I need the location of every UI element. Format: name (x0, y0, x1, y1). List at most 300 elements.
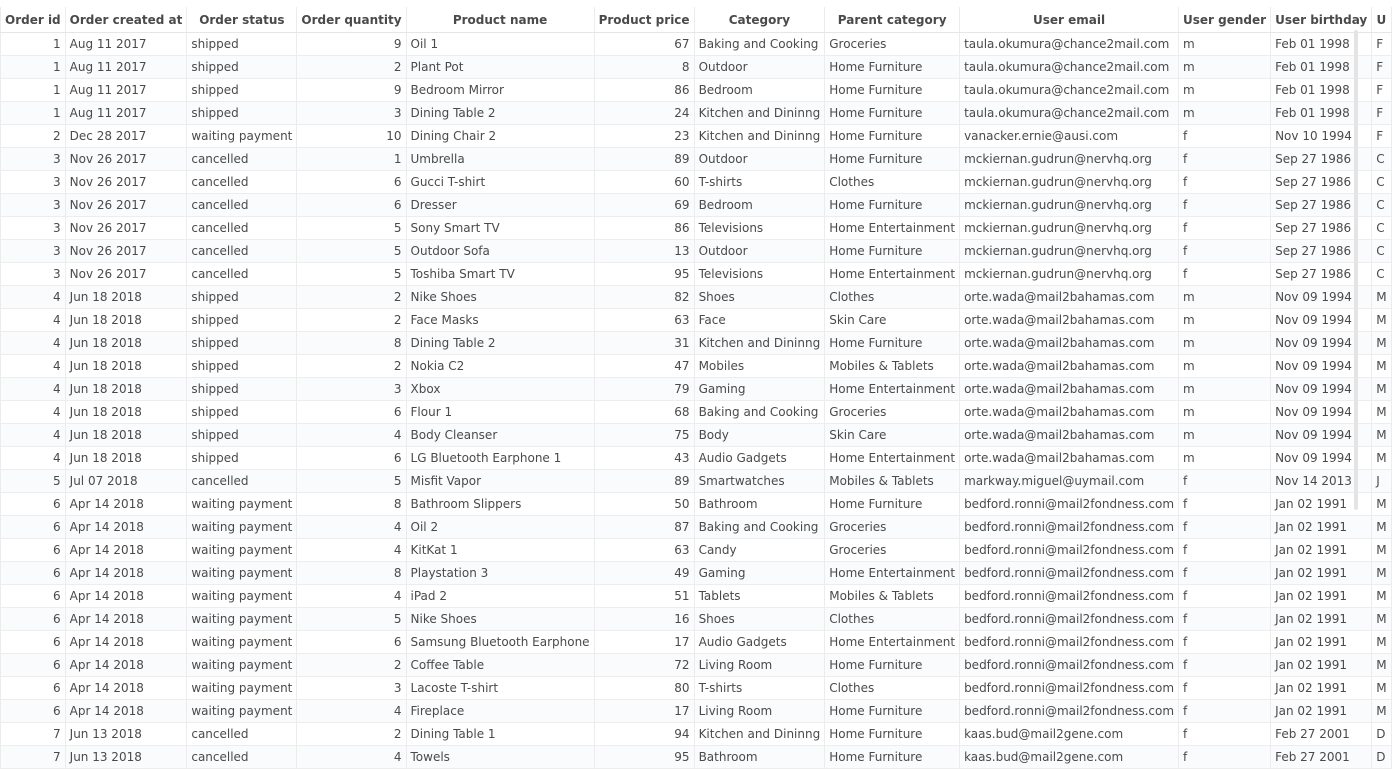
table-row[interactable] (0, 585, 1391, 608)
cell-price: 24 (594, 102, 694, 125)
cell-gender: f (1179, 723, 1271, 746)
cell-product: Face Masks (406, 309, 594, 332)
cell-extra: M (1372, 700, 1391, 723)
cell-status: shipped (187, 286, 297, 309)
table-row[interactable] (0, 700, 1391, 723)
cell-quantity: 4 (297, 424, 406, 447)
table-row[interactable] (0, 677, 1391, 700)
cell-category: Face (694, 309, 825, 332)
cell-gender: f (1179, 171, 1271, 194)
cell-gender: m (1179, 424, 1271, 447)
cell-parent: Groceries (825, 539, 960, 562)
cell-category: Bathroom (694, 493, 825, 516)
cell-quantity: 1 (297, 148, 406, 171)
cell-birthday: Jan 02 1991 (1271, 493, 1372, 516)
cell-gender: m (1179, 79, 1271, 102)
cell-extra: F (1372, 33, 1391, 56)
cell-birthday: Feb 27 2001 (1271, 723, 1372, 746)
cell-status: shipped (187, 332, 297, 355)
cell-created-at: Apr 14 2018 (65, 562, 187, 585)
column-header-parent[interactable]: Parent category (825, 7, 960, 33)
cell-extra: M (1372, 309, 1391, 332)
column-header-extra[interactable]: U (1372, 7, 1391, 33)
cell-gender: f (1179, 677, 1271, 700)
cell-birthday: Sep 27 1986 (1271, 263, 1372, 286)
cell-created-at: Aug 11 2017 (65, 102, 187, 125)
cell-gender: f (1179, 631, 1271, 654)
cell-order-id: 4 (1, 424, 66, 447)
cell-birthday: Feb 01 1998 (1271, 56, 1372, 79)
cell-email: orte.wada@mail2bahamas.com (960, 424, 1179, 447)
cell-gender: f (1179, 746, 1271, 769)
cell-order-id: 6 (1, 608, 66, 631)
cell-category: T-shirts (694, 171, 825, 194)
cell-product: Dining Chair 2 (406, 125, 594, 148)
cell-price: 95 (594, 263, 694, 286)
cell-extra: M (1372, 447, 1391, 470)
cell-birthday: Jan 02 1991 (1271, 608, 1372, 631)
cell-parent: Home Furniture (825, 102, 960, 125)
cell-parent: Clothes (825, 677, 960, 700)
cell-category: Shoes (694, 608, 825, 631)
cell-product: Lacoste T-shirt (406, 677, 594, 700)
cell-quantity: 8 (297, 493, 406, 516)
cell-extra: M (1372, 654, 1391, 677)
cell-status: shipped (187, 447, 297, 470)
cell-product: Misfit Vapor (406, 470, 594, 493)
cell-status: cancelled (187, 746, 297, 769)
cell-birthday: Feb 27 2001 (1271, 746, 1372, 769)
cell-price: 51 (594, 585, 694, 608)
cell-email: bedford.ronni@mail2fondness.com (960, 608, 1179, 631)
cell-gender: m (1179, 56, 1271, 79)
cell-email: orte.wada@mail2bahamas.com (960, 447, 1179, 470)
cell-extra: M (1372, 332, 1391, 355)
cell-extra: M (1372, 424, 1391, 447)
cell-order-id: 6 (1, 539, 66, 562)
cell-price: 63 (594, 309, 694, 332)
cell-status: cancelled (187, 470, 297, 493)
cell-status: waiting payment (187, 677, 297, 700)
cell-status: shipped (187, 355, 297, 378)
cell-quantity: 3 (297, 677, 406, 700)
cell-quantity: 5 (297, 470, 406, 493)
table-row[interactable] (0, 470, 1391, 493)
cell-extra: D (1372, 746, 1391, 769)
cell-gender: f (1179, 493, 1271, 516)
column-header-created-at[interactable]: Order created at (65, 7, 187, 33)
table-row[interactable] (0, 332, 1391, 355)
cell-parent: Home Entertainment (825, 447, 960, 470)
cell-email: vanacker.ernie@ausi.com (960, 125, 1179, 148)
cell-parent: Home Furniture (825, 723, 960, 746)
cell-parent: Home Furniture (825, 194, 960, 217)
cell-product: Gucci T-shirt (406, 171, 594, 194)
cell-created-at: Jun 18 2018 (65, 401, 187, 424)
cell-price: 82 (594, 286, 694, 309)
cell-email: mckiernan.gudrun@nervhq.org (960, 148, 1179, 171)
cell-parent: Home Furniture (825, 493, 960, 516)
cell-created-at: Nov 26 2017 (65, 194, 187, 217)
cell-quantity: 5 (297, 217, 406, 240)
cell-product: Umbrella (406, 148, 594, 171)
cell-extra: M (1372, 631, 1391, 654)
cell-product: Nike Shoes (406, 608, 594, 631)
cell-product: Towels (406, 746, 594, 769)
cell-email: mckiernan.gudrun@nervhq.org (960, 171, 1179, 194)
cell-gender: m (1179, 286, 1271, 309)
cell-status: waiting payment (187, 516, 297, 539)
cell-status: shipped (187, 79, 297, 102)
cell-status: waiting payment (187, 700, 297, 723)
cell-email: orte.wada@mail2bahamas.com (960, 286, 1179, 309)
cell-created-at: Jun 13 2018 (65, 746, 187, 769)
cell-category: Mobiles (694, 355, 825, 378)
cell-parent: Home Furniture (825, 56, 960, 79)
cell-birthday: Jan 02 1991 (1271, 654, 1372, 677)
cell-order-id: 5 (1, 470, 66, 493)
cell-created-at: Apr 14 2018 (65, 700, 187, 723)
cell-email: kaas.bud@mail2gene.com (960, 723, 1179, 746)
cell-gender: m (1179, 309, 1271, 332)
cell-order-id: 1 (1, 56, 66, 79)
cell-category: Baking and Cooking (694, 516, 825, 539)
cell-category: Kitchen and Dininng (694, 125, 825, 148)
table-row[interactable] (0, 309, 1391, 332)
table-row[interactable] (0, 654, 1391, 677)
cell-price: 50 (594, 493, 694, 516)
cell-product: Xbox (406, 378, 594, 401)
cell-product: Oil 2 (406, 516, 594, 539)
cell-birthday: Jan 02 1991 (1271, 677, 1372, 700)
cell-created-at: Jun 18 2018 (65, 447, 187, 470)
cell-order-id: 1 (1, 33, 66, 56)
cell-order-id: 4 (1, 309, 66, 332)
cell-status: shipped (187, 56, 297, 79)
cell-created-at: Apr 14 2018 (65, 677, 187, 700)
table-row[interactable] (0, 217, 1391, 240)
table-row[interactable] (0, 240, 1391, 263)
cell-birthday: Jan 02 1991 (1271, 562, 1372, 585)
cell-price: 49 (594, 562, 694, 585)
cell-category: T-shirts (694, 677, 825, 700)
cell-parent: Home Furniture (825, 700, 960, 723)
cell-gender: f (1179, 470, 1271, 493)
cell-status: waiting payment (187, 608, 297, 631)
column-header-birthday[interactable]: User birthday (1271, 7, 1372, 33)
cell-category: Candy (694, 539, 825, 562)
cell-order-id: 4 (1, 447, 66, 470)
column-header-product[interactable]: Product name (406, 7, 594, 33)
column-header-price[interactable]: Product price (594, 7, 694, 33)
cell-status: waiting payment (187, 562, 297, 585)
cell-price: 47 (594, 355, 694, 378)
cell-extra: C (1372, 217, 1391, 240)
table-row[interactable] (0, 631, 1391, 654)
table-row[interactable] (0, 148, 1391, 171)
cell-parent: Home Furniture (825, 240, 960, 263)
cell-order-id: 1 (1, 102, 66, 125)
cell-order-id: 1 (1, 79, 66, 102)
cell-extra: M (1372, 516, 1391, 539)
cell-category: Baking and Cooking (694, 401, 825, 424)
cell-quantity: 2 (297, 309, 406, 332)
cell-order-id: 3 (1, 171, 66, 194)
cell-email: bedford.ronni@mail2fondness.com (960, 585, 1179, 608)
cell-email: orte.wada@mail2bahamas.com (960, 378, 1179, 401)
cell-extra: M (1372, 562, 1391, 585)
cell-order-id: 3 (1, 240, 66, 263)
cell-birthday: Nov 09 1994 (1271, 447, 1372, 470)
cell-extra: M (1372, 378, 1391, 401)
cell-birthday: Feb 01 1998 (1271, 79, 1372, 102)
cell-status: cancelled (187, 723, 297, 746)
cell-product: iPad 2 (406, 585, 594, 608)
cell-price: 95 (594, 746, 694, 769)
cell-extra: F (1372, 56, 1391, 79)
cell-status: cancelled (187, 171, 297, 194)
cell-category: Tablets (694, 585, 825, 608)
cell-status: waiting payment (187, 539, 297, 562)
cell-birthday: Sep 27 1986 (1271, 217, 1372, 240)
cell-price: 89 (594, 470, 694, 493)
cell-birthday: Sep 27 1986 (1271, 240, 1372, 263)
cell-gender: f (1179, 654, 1271, 677)
cell-created-at: Jun 18 2018 (65, 309, 187, 332)
table-row[interactable] (0, 746, 1391, 769)
table-row[interactable] (0, 516, 1391, 539)
cell-extra: M (1372, 355, 1391, 378)
cell-order-id: 3 (1, 217, 66, 240)
cell-birthday: Jan 02 1991 (1271, 700, 1372, 723)
cell-price: 16 (594, 608, 694, 631)
cell-extra: F (1372, 79, 1391, 102)
cell-parent: Mobiles & Tablets (825, 470, 960, 493)
cell-status: shipped (187, 33, 297, 56)
cell-extra: F (1372, 102, 1391, 125)
cell-created-at: Apr 14 2018 (65, 516, 187, 539)
cell-birthday: Feb 01 1998 (1271, 102, 1372, 125)
cell-extra: C (1372, 240, 1391, 263)
cell-price: 17 (594, 631, 694, 654)
cell-quantity: 4 (297, 585, 406, 608)
table-row[interactable] (0, 424, 1391, 447)
cell-category: Living Room (694, 700, 825, 723)
cell-category: Bathroom (694, 746, 825, 769)
cell-quantity: 4 (297, 516, 406, 539)
column-header-order-id[interactable]: Order id (1, 7, 66, 33)
table-row[interactable] (0, 539, 1391, 562)
cell-quantity: 2 (297, 355, 406, 378)
cell-gender: f (1179, 240, 1271, 263)
cell-created-at: Aug 11 2017 (65, 79, 187, 102)
cell-category: Audio Gadgets (694, 447, 825, 470)
cell-birthday: Jan 02 1991 (1271, 631, 1372, 654)
cell-created-at: Nov 26 2017 (65, 240, 187, 263)
table-row[interactable] (0, 194, 1391, 217)
cell-birthday: Nov 09 1994 (1271, 401, 1372, 424)
cell-gender: f (1179, 125, 1271, 148)
cell-product: Coffee Table (406, 654, 594, 677)
cell-gender: f (1179, 148, 1271, 171)
cell-parent: Home Furniture (825, 125, 960, 148)
table-row[interactable] (0, 125, 1391, 148)
cell-category: Baking and Cooking (694, 33, 825, 56)
cell-gender: f (1179, 539, 1271, 562)
cell-category: Outdoor (694, 148, 825, 171)
table-row[interactable] (0, 79, 1391, 102)
cell-extra: M (1372, 493, 1391, 516)
cell-gender: m (1179, 332, 1271, 355)
cell-price: 69 (594, 194, 694, 217)
cell-extra: F (1372, 125, 1391, 148)
cell-quantity: 5 (297, 240, 406, 263)
cell-extra: M (1372, 401, 1391, 424)
column-header-gender[interactable]: User gender (1179, 7, 1271, 33)
cell-order-id: 6 (1, 493, 66, 516)
header-row (0, 7, 1391, 33)
cell-gender: f (1179, 194, 1271, 217)
table-row[interactable] (0, 562, 1391, 585)
cell-quantity: 2 (297, 56, 406, 79)
cell-created-at: Nov 26 2017 (65, 217, 187, 240)
table-row[interactable] (0, 447, 1391, 470)
cell-status: waiting payment (187, 585, 297, 608)
cell-price: 63 (594, 539, 694, 562)
table-row[interactable] (0, 56, 1391, 79)
cell-status: waiting payment (187, 654, 297, 677)
cell-price: 8 (594, 56, 694, 79)
cell-status: waiting payment (187, 125, 297, 148)
cell-created-at: Dec 28 2017 (65, 125, 187, 148)
cell-quantity: 4 (297, 746, 406, 769)
cell-created-at: Nov 26 2017 (65, 148, 187, 171)
cell-price: 87 (594, 516, 694, 539)
cell-created-at: Apr 14 2018 (65, 493, 187, 516)
cell-parent: Mobiles & Tablets (825, 355, 960, 378)
cell-quantity: 6 (297, 447, 406, 470)
column-header-quantity[interactable]: Order quantity (297, 7, 406, 33)
table-row[interactable] (0, 723, 1391, 746)
table-row[interactable] (0, 102, 1391, 125)
cell-parent: Skin Care (825, 309, 960, 332)
cell-quantity: 3 (297, 102, 406, 125)
cell-email: bedford.ronni@mail2fondness.com (960, 539, 1179, 562)
cell-product: KitKat 1 (406, 539, 594, 562)
cell-category: Bedroom (694, 194, 825, 217)
cell-product: Outdoor Sofa (406, 240, 594, 263)
table-body (0, 33, 1391, 769)
table-row[interactable] (0, 378, 1391, 401)
cell-price: 67 (594, 33, 694, 56)
cell-gender: f (1179, 263, 1271, 286)
cell-order-id: 2 (1, 125, 66, 148)
cell-product: Dining Table 2 (406, 102, 594, 125)
cell-order-id: 4 (1, 378, 66, 401)
cell-birthday: Nov 09 1994 (1271, 332, 1372, 355)
cell-product: Nokia C2 (406, 355, 594, 378)
cell-gender: f (1179, 700, 1271, 723)
cell-price: 13 (594, 240, 694, 263)
cell-order-id: 6 (1, 700, 66, 723)
cell-quantity: 3 (297, 378, 406, 401)
cell-price: 86 (594, 217, 694, 240)
cell-gender: f (1179, 608, 1271, 631)
cell-gender: f (1179, 585, 1271, 608)
cell-birthday: Nov 10 1994 (1271, 125, 1372, 148)
cell-parent: Groceries (825, 401, 960, 424)
cell-extra: C (1372, 148, 1391, 171)
cell-email: taula.okumura@chance2mail.com (960, 79, 1179, 102)
cell-product: Body Cleanser (406, 424, 594, 447)
table-row[interactable] (0, 355, 1391, 378)
cell-created-at: Jun 18 2018 (65, 424, 187, 447)
column-header-email[interactable]: User email (960, 7, 1179, 33)
cell-birthday: Sep 27 1986 (1271, 171, 1372, 194)
table-row[interactable] (0, 33, 1391, 56)
cell-order-id: 6 (1, 516, 66, 539)
table-row[interactable] (0, 263, 1391, 286)
cell-gender: m (1179, 33, 1271, 56)
cell-gender: f (1179, 217, 1271, 240)
cell-created-at: Jul 07 2018 (65, 470, 187, 493)
cell-order-id: 3 (1, 194, 66, 217)
cell-parent: Clothes (825, 171, 960, 194)
cell-status: waiting payment (187, 631, 297, 654)
cell-extra: J (1372, 470, 1391, 493)
cell-status: cancelled (187, 240, 297, 263)
cell-category: Smartwatches (694, 470, 825, 493)
table-row[interactable] (0, 401, 1391, 424)
cell-parent: Home Furniture (825, 79, 960, 102)
cell-category: Outdoor (694, 56, 825, 79)
cell-extra: D (1372, 723, 1391, 746)
cell-status: cancelled (187, 148, 297, 171)
cell-status: cancelled (187, 194, 297, 217)
cell-created-at: Jun 13 2018 (65, 723, 187, 746)
table-row[interactable] (0, 171, 1391, 194)
cell-created-at: Aug 11 2017 (65, 56, 187, 79)
cell-birthday: Feb 01 1998 (1271, 33, 1372, 56)
cell-created-at: Jun 18 2018 (65, 332, 187, 355)
cell-category: Outdoor (694, 240, 825, 263)
cell-email: taula.okumura@chance2mail.com (960, 33, 1179, 56)
cell-gender: m (1179, 102, 1271, 125)
cell-category: Living Room (694, 654, 825, 677)
cell-quantity: 6 (297, 401, 406, 424)
table-row[interactable] (0, 493, 1391, 516)
cell-quantity: 5 (297, 263, 406, 286)
column-header-category[interactable]: Category (694, 7, 825, 33)
column-header-status[interactable]: Order status (187, 7, 297, 33)
cell-email: bedford.ronni@mail2fondness.com (960, 493, 1179, 516)
table-row[interactable] (0, 286, 1391, 309)
cell-order-id: 3 (1, 148, 66, 171)
cell-email: bedford.ronni@mail2fondness.com (960, 562, 1179, 585)
vertical-scrollbar[interactable] (1354, 30, 1358, 510)
cell-quantity: 8 (297, 562, 406, 585)
cell-status: shipped (187, 401, 297, 424)
cell-status: shipped (187, 378, 297, 401)
cell-status: waiting payment (187, 493, 297, 516)
table-row[interactable] (0, 608, 1391, 631)
cell-category: Body (694, 424, 825, 447)
cell-order-id: 4 (1, 332, 66, 355)
cell-price: 89 (594, 148, 694, 171)
cell-email: kaas.bud@mail2gene.com (960, 746, 1179, 769)
cell-product: LG Bluetooth Earphone 1 (406, 447, 594, 470)
cell-email: mckiernan.gudrun@nervhq.org (960, 263, 1179, 286)
